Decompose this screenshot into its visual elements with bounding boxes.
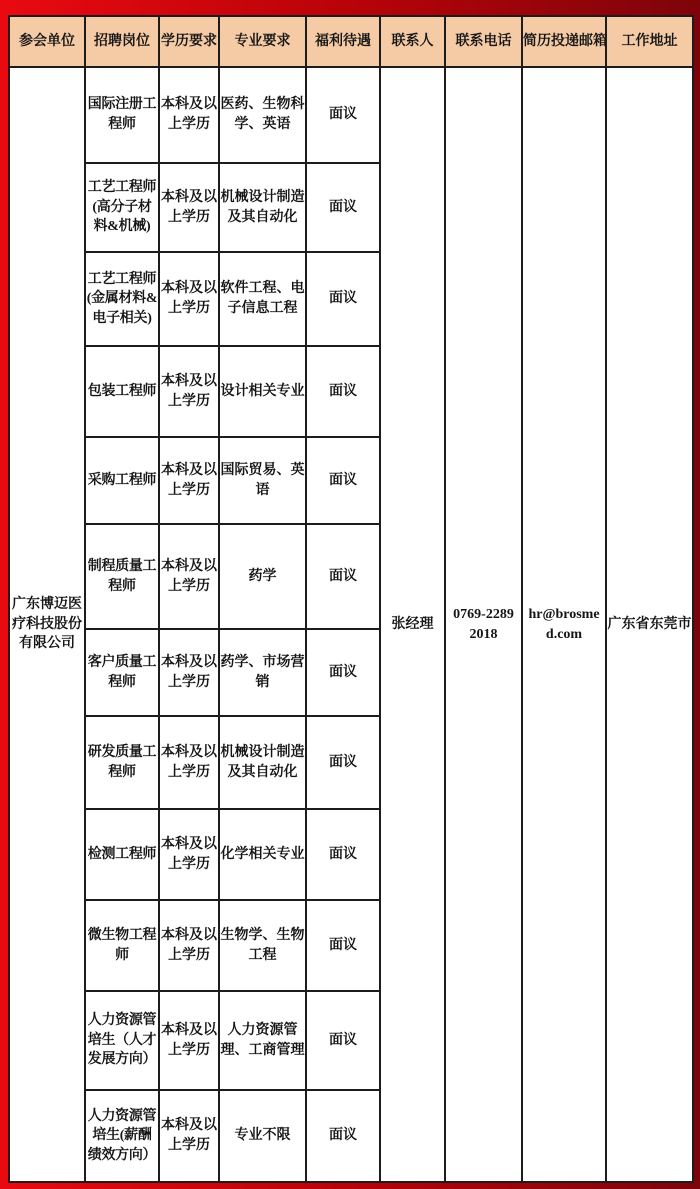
position-cell: 微生物工程师 [85, 900, 159, 991]
major-cell: 化学相关专业 [219, 809, 306, 900]
salary-cell: 面议 [306, 346, 380, 437]
column-header-education: 学历要求 [159, 16, 219, 67]
major-cell: 机械设计制造及其自动化 [219, 716, 306, 809]
position-cell: 检测工程师 [85, 809, 159, 900]
column-header-major: 专业要求 [219, 16, 306, 67]
column-header-phone: 联系电话 [445, 16, 522, 67]
jobs-table-frame [8, 15, 694, 1183]
table-row [9, 67, 693, 163]
position-cell: 国际注册工程师 [85, 67, 159, 163]
major-cell: 药学、市场营销 [219, 629, 306, 716]
education-cell: 本科及以上学历 [159, 437, 219, 524]
major-cell: 专业不限 [219, 1090, 306, 1182]
major-cell: 设计相关专业 [219, 346, 306, 437]
email-cell [522, 67, 606, 1182]
column-header-email: 简历投递邮箱 [522, 16, 606, 67]
position-cell: 采购工程师 [85, 437, 159, 524]
column-header-address: 工作地址 [606, 16, 693, 67]
salary-cell: 面议 [306, 900, 380, 991]
major-cell: 软件工程、电子信息工程 [219, 252, 306, 346]
column-header-position: 招聘岗位 [85, 16, 159, 67]
column-header-company: 参会单位 [9, 16, 85, 67]
position-cell: 人力资源管培生(薪酬绩效方向） [85, 1090, 159, 1182]
address-cell: 广东省东莞市 [606, 67, 693, 1182]
contact-person-cell: 张经理 [380, 67, 445, 1182]
position-cell: 客户质量工程师 [85, 629, 159, 716]
position-cell: 制程质量工程师 [85, 524, 159, 629]
email-address: hr@brosmed.com [528, 606, 600, 642]
education-cell: 本科及以上学历 [159, 524, 219, 629]
salary-cell: 面议 [306, 991, 380, 1090]
header-row [9, 16, 693, 67]
major-cell: 药学 [219, 524, 306, 629]
salary-cell: 面议 [306, 524, 380, 629]
education-cell: 本科及以上学历 [159, 716, 219, 809]
position-cell: 研发质量工程师 [85, 716, 159, 809]
salary-cell: 面议 [306, 437, 380, 524]
column-header-benefits: 福利待遇 [306, 16, 380, 67]
education-cell: 本科及以上学历 [159, 67, 219, 163]
salary-cell: 面议 [306, 67, 380, 163]
salary-cell: 面议 [306, 1090, 380, 1182]
position-cell: 人力资源管培生（人才发展方向） [85, 991, 159, 1090]
salary-cell: 面议 [306, 629, 380, 716]
company-cell [9, 67, 85, 1182]
major-cell: 国际贸易、英语 [219, 437, 306, 524]
education-cell: 本科及以上学历 [159, 163, 219, 252]
phone-number: 0769-22892018 [453, 606, 514, 642]
position-cell: 工艺工程师(金属材料&电子相关) [85, 252, 159, 346]
position-cell: 包装工程师 [85, 346, 159, 437]
major-cell: 医药、生物科学、英语 [219, 67, 306, 163]
major-cell: 生物学、生物工程 [219, 900, 306, 991]
education-cell: 本科及以上学历 [159, 900, 219, 991]
education-cell: 本科及以上学历 [159, 346, 219, 437]
major-cell: 机械设计制造及其自动化 [219, 163, 306, 252]
salary-cell: 面议 [306, 163, 380, 252]
education-cell: 本科及以上学历 [159, 991, 219, 1090]
education-cell: 本科及以上学历 [159, 809, 219, 900]
education-cell: 本科及以上学历 [159, 1090, 219, 1182]
column-header-contact: 联系人 [380, 16, 445, 67]
major-cell: 人力资源管理、工商管理 [219, 991, 306, 1090]
position-cell: 工艺工程师(高分子材料&机械) [85, 163, 159, 252]
company-name: 广东博迈医疗科技股份有限公司 [12, 597, 82, 652]
phone-cell [445, 67, 522, 1182]
jobs-table [8, 15, 694, 1183]
education-cell: 本科及以上学历 [159, 252, 219, 346]
salary-cell: 面议 [306, 252, 380, 346]
education-cell: 本科及以上学历 [159, 629, 219, 716]
salary-cell: 面议 [306, 716, 380, 809]
salary-cell: 面议 [306, 809, 380, 900]
